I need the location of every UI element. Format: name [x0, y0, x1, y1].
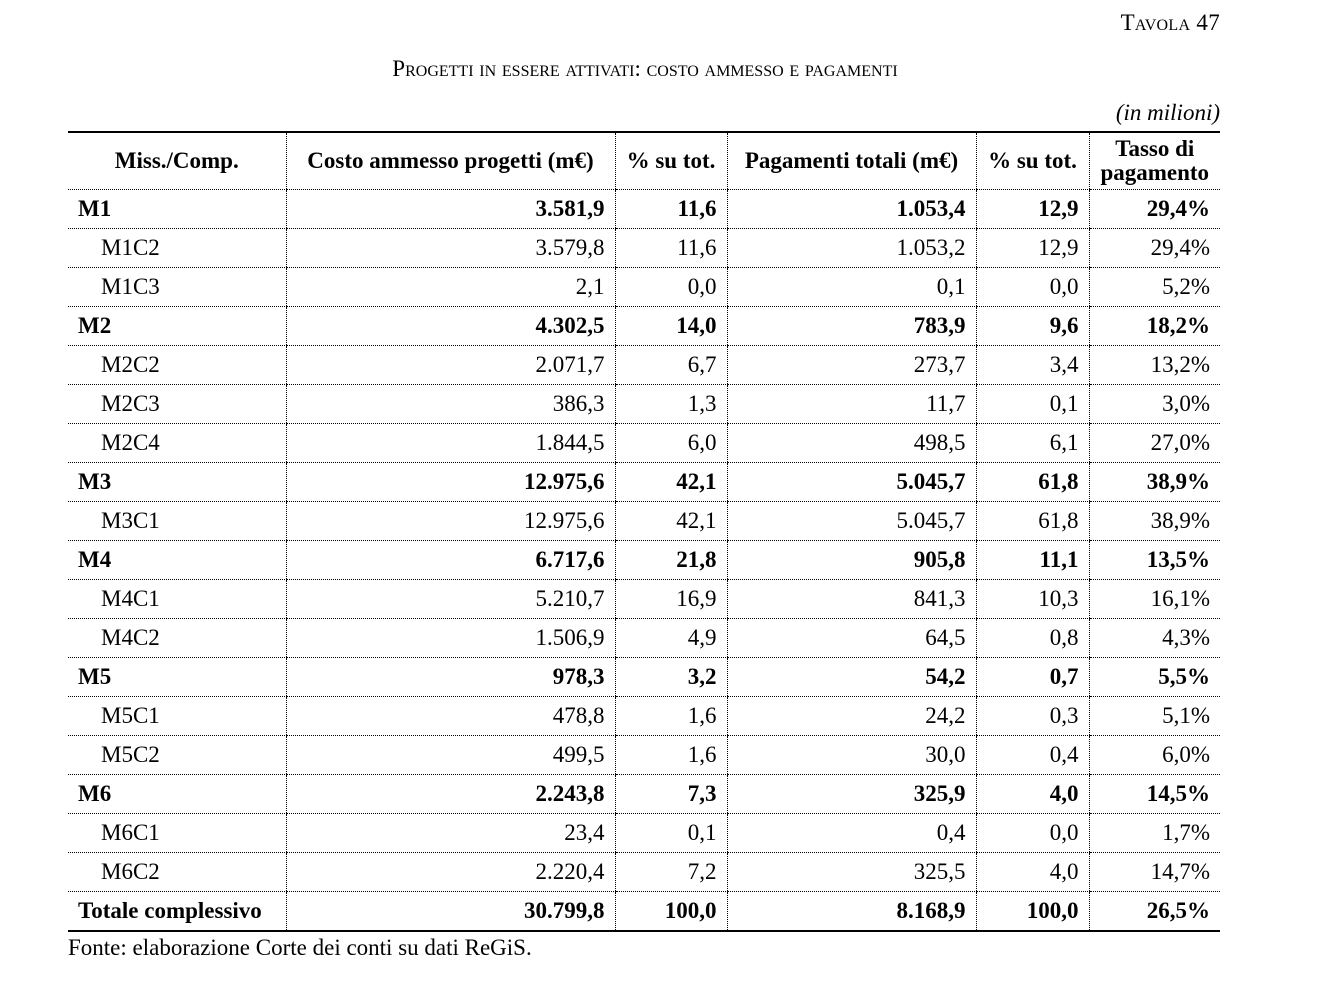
tasso-cell: 18,2% [1089, 307, 1220, 346]
total-row [68, 892, 1220, 932]
costo-ammesso-cell: 2.243,8 [286, 775, 615, 814]
pagamenti-cell: 325,9 [727, 775, 976, 814]
component-row [68, 385, 1220, 424]
tasso-cell: 5,1% [1089, 697, 1220, 736]
pct-pagamenti-cell: 10,3 [976, 580, 1089, 619]
pct-costo-cell: 42,1 [615, 502, 727, 541]
row-label: M2 [68, 307, 286, 346]
costo-ammesso-cell: 12.975,6 [286, 463, 615, 502]
costo-ammesso-cell: 478,8 [286, 697, 615, 736]
pct-costo-cell: 0,1 [615, 814, 727, 853]
header-pct-costo: % su tot. [615, 132, 727, 190]
pagamenti-cell: 0,1 [727, 268, 976, 307]
mission-row [68, 307, 1220, 346]
tasso-cell: 1,7% [1089, 814, 1220, 853]
row-label: M6 [68, 775, 286, 814]
row-label: M4C2 [68, 619, 286, 658]
pagamenti-cell: 11,7 [727, 385, 976, 424]
pct-costo-cell: 1,6 [615, 736, 727, 775]
row-label: M1C3 [68, 268, 286, 307]
pct-pagamenti-cell: 0,0 [976, 814, 1089, 853]
pct-pagamenti-cell: 100,0 [976, 892, 1089, 932]
row-label: M5 [68, 658, 286, 697]
component-row [68, 736, 1220, 775]
row-label: M6C2 [68, 853, 286, 892]
row-label: M1C2 [68, 229, 286, 268]
tasso-cell: 14,7% [1089, 853, 1220, 892]
pagamenti-cell: 905,8 [727, 541, 976, 580]
row-label: M3C1 [68, 502, 286, 541]
pct-pagamenti-cell: 4,0 [976, 853, 1089, 892]
pagamenti-cell: 841,3 [727, 580, 976, 619]
pct-pagamenti-cell: 0,8 [976, 619, 1089, 658]
row-label: M3 [68, 463, 286, 502]
costo-ammesso-cell: 4.302,5 [286, 307, 615, 346]
pct-pagamenti-cell: 0,1 [976, 385, 1089, 424]
tasso-cell: 29,4% [1089, 229, 1220, 268]
costo-ammesso-cell: 6.717,6 [286, 541, 615, 580]
pct-pagamenti-cell: 4,0 [976, 775, 1089, 814]
header-tasso: Tasso di pagamento [1089, 132, 1220, 190]
pct-pagamenti-cell: 0,4 [976, 736, 1089, 775]
component-row [68, 580, 1220, 619]
pagamenti-cell: 5.045,7 [727, 502, 976, 541]
pct-costo-cell: 1,3 [615, 385, 727, 424]
pct-costo-cell: 42,1 [615, 463, 727, 502]
costo-ammesso-cell: 1.506,9 [286, 619, 615, 658]
pct-costo-cell: 11,6 [615, 190, 727, 229]
row-label: M4C1 [68, 580, 286, 619]
pct-pagamenti-cell: 0,0 [976, 268, 1089, 307]
tasso-cell: 13,2% [1089, 346, 1220, 385]
pagamenti-cell: 1.053,2 [727, 229, 976, 268]
pct-costo-cell: 100,0 [615, 892, 727, 932]
header-pct-pagamenti: % su tot. [976, 132, 1089, 190]
costo-ammesso-cell: 3.581,9 [286, 190, 615, 229]
pagamenti-cell: 64,5 [727, 619, 976, 658]
pct-pagamenti-cell: 12,9 [976, 190, 1089, 229]
pct-pagamenti-cell: 12,9 [976, 229, 1089, 268]
pct-pagamenti-cell: 0,7 [976, 658, 1089, 697]
component-row [68, 229, 1220, 268]
tasso-cell: 13,5% [1089, 541, 1220, 580]
tasso-cell: 4,3% [1089, 619, 1220, 658]
pct-pagamenti-cell: 6,1 [976, 424, 1089, 463]
pct-costo-cell: 14,0 [615, 307, 727, 346]
tasso-cell: 3,0% [1089, 385, 1220, 424]
component-row [68, 619, 1220, 658]
pct-costo-cell: 11,6 [615, 229, 727, 268]
pagamenti-cell: 8.168,9 [727, 892, 976, 932]
costo-ammesso-cell: 23,4 [286, 814, 615, 853]
pagamenti-cell: 24,2 [727, 697, 976, 736]
tasso-cell: 5,2% [1089, 268, 1220, 307]
data-table [68, 131, 1220, 932]
pagamenti-cell: 0,4 [727, 814, 976, 853]
tasso-cell: 29,4% [1089, 190, 1220, 229]
costo-ammesso-cell: 978,3 [286, 658, 615, 697]
component-row [68, 268, 1220, 307]
pct-pagamenti-cell: 61,8 [976, 502, 1089, 541]
pct-pagamenti-cell: 9,6 [976, 307, 1089, 346]
pagamenti-cell: 325,5 [727, 853, 976, 892]
pct-pagamenti-cell: 61,8 [976, 463, 1089, 502]
component-row [68, 424, 1220, 463]
tasso-cell: 16,1% [1089, 580, 1220, 619]
mission-row [68, 463, 1220, 502]
pct-pagamenti-cell: 0,3 [976, 697, 1089, 736]
mission-row [68, 775, 1220, 814]
mission-row [68, 541, 1220, 580]
costo-ammesso-cell: 499,5 [286, 736, 615, 775]
pct-costo-cell: 16,9 [615, 580, 727, 619]
table-body [68, 190, 1220, 932]
pct-costo-cell: 3,2 [615, 658, 727, 697]
row-label: M1 [68, 190, 286, 229]
pct-costo-cell: 4,9 [615, 619, 727, 658]
pagamenti-cell: 54,2 [727, 658, 976, 697]
header-pagamenti: Pagamenti totali (m€) [727, 132, 976, 190]
costo-ammesso-cell: 5.210,7 [286, 580, 615, 619]
pagamenti-cell: 783,9 [727, 307, 976, 346]
mission-row [68, 658, 1220, 697]
tasso-cell: 26,5% [1089, 892, 1220, 932]
costo-ammesso-cell: 2.220,4 [286, 853, 615, 892]
pagamenti-cell: 498,5 [727, 424, 976, 463]
pagamenti-cell: 1.053,4 [727, 190, 976, 229]
table-title: Progetti in essere attivati: costo ammesso e pagamenti [392, 56, 898, 81]
tasso-cell: 27,0% [1089, 424, 1220, 463]
header-costo-ammesso: Costo ammesso progetti (m€) [286, 132, 615, 190]
costo-ammesso-cell: 386,3 [286, 385, 615, 424]
pct-costo-cell: 6,0 [615, 424, 727, 463]
component-row [68, 502, 1220, 541]
tasso-cell: 6,0% [1089, 736, 1220, 775]
unit-note: (in milioni) [1115, 100, 1220, 125]
tasso-cell: 14,5% [1089, 775, 1220, 814]
source-note: Fonte: elaborazione Corte dei conti su dati ReGiS. [68, 935, 532, 960]
pct-costo-cell: 7,2 [615, 853, 727, 892]
pagamenti-cell: 5.045,7 [727, 463, 976, 502]
tasso-cell: 5,5% [1089, 658, 1220, 697]
row-label: M2C4 [68, 424, 286, 463]
row-label: M6C1 [68, 814, 286, 853]
row-label: M2C2 [68, 346, 286, 385]
component-row [68, 853, 1220, 892]
header-row [68, 132, 1220, 190]
mission-row [68, 190, 1220, 229]
costo-ammesso-cell: 2.071,7 [286, 346, 615, 385]
row-label: M4 [68, 541, 286, 580]
component-row [68, 346, 1220, 385]
costo-ammesso-cell: 2,1 [286, 268, 615, 307]
tasso-cell: 38,9% [1089, 502, 1220, 541]
pct-costo-cell: 1,6 [615, 697, 727, 736]
costo-ammesso-cell: 1.844,5 [286, 424, 615, 463]
component-row [68, 697, 1220, 736]
pct-costo-cell: 0,0 [615, 268, 727, 307]
pagamenti-cell: 273,7 [727, 346, 976, 385]
costo-ammesso-cell: 30.799,8 [286, 892, 615, 932]
row-label: Totale complessivo [68, 892, 286, 932]
pct-pagamenti-cell: 3,4 [976, 346, 1089, 385]
row-label: M2C3 [68, 385, 286, 424]
pct-costo-cell: 6,7 [615, 346, 727, 385]
pct-costo-cell: 7,3 [615, 775, 727, 814]
pagamenti-cell: 30,0 [727, 736, 976, 775]
costo-ammesso-cell: 12.975,6 [286, 502, 615, 541]
tasso-cell: 38,9% [1089, 463, 1220, 502]
costo-ammesso-cell: 3.579,8 [286, 229, 615, 268]
table-number: Tavola 47 [1120, 10, 1220, 35]
pct-pagamenti-cell: 11,1 [976, 541, 1089, 580]
component-row [68, 814, 1220, 853]
row-label: M5C2 [68, 736, 286, 775]
row-label: M5C1 [68, 697, 286, 736]
pct-costo-cell: 21,8 [615, 541, 727, 580]
header-miss-comp: Miss./Comp. [68, 132, 286, 190]
